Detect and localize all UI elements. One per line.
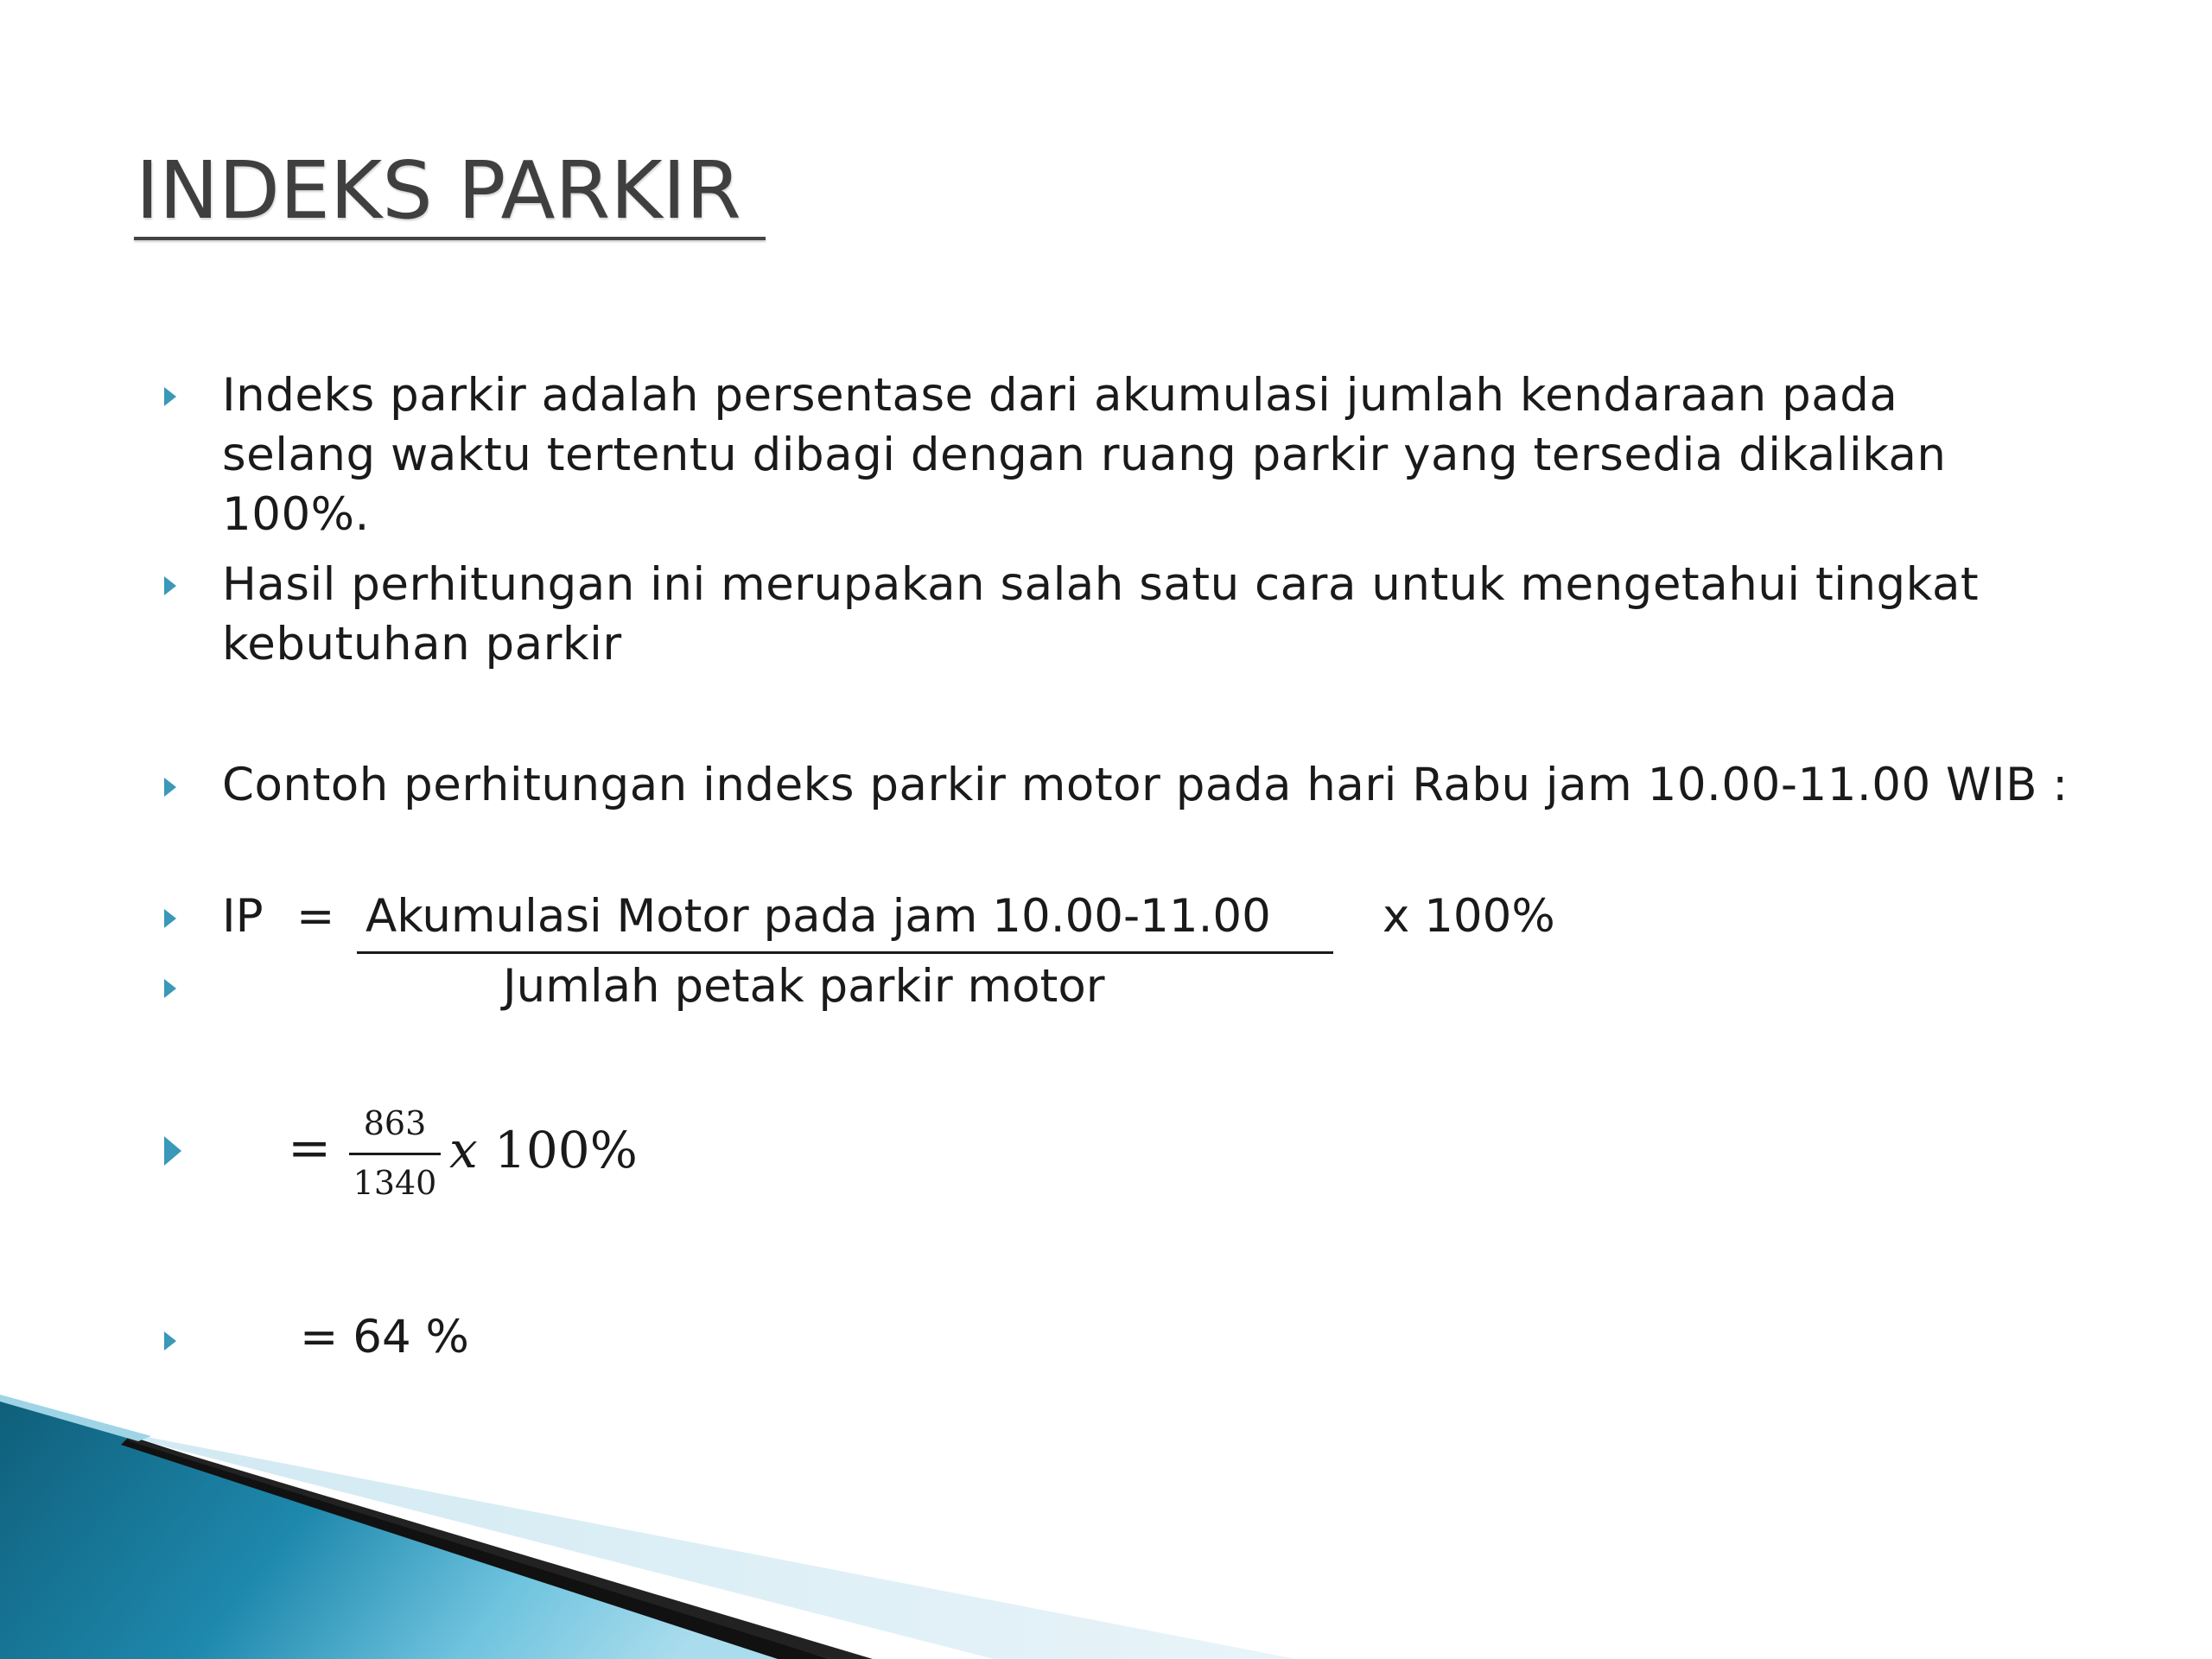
calc-equals: = xyxy=(288,1118,332,1179)
slide-title: INDEKS PARKIR xyxy=(136,144,741,237)
calc-percent: 100% xyxy=(494,1121,638,1179)
bullet-text-definition: Indeks parkir adalah persentase dari akumulasi jumlah kendaraan pada selang waktu tertentu dibagi dengan ruang parkir yang tersedia dikalikan 100%. xyxy=(222,369,1947,541)
calc-times: x xyxy=(449,1121,478,1179)
result-value: = 64 % xyxy=(300,1311,469,1363)
formula-ip-label: IP xyxy=(222,890,264,943)
bullet-text-purpose: Hasil perhitungan ini merupakan salah satu cara untuk mengetahui tingkat kebutuhan parkir xyxy=(222,558,1980,671)
formula-numerator: Akumulasi Motor pada jam 10.00-11.00 xyxy=(365,890,1271,943)
formula-multiplier: x 100% xyxy=(1382,890,1555,943)
formula-equals: = xyxy=(296,890,335,943)
bullet-text-example: Contoh perhitungan indeks parkir motor pada hari Rabu jam 10.00-11.00 WIB : xyxy=(222,759,2069,811)
calc-numerator: 863 xyxy=(363,1104,427,1142)
calc-denominator: 1340 xyxy=(353,1164,437,1202)
formula-denominator: Jumlah petak parkir motor xyxy=(503,960,1105,1013)
